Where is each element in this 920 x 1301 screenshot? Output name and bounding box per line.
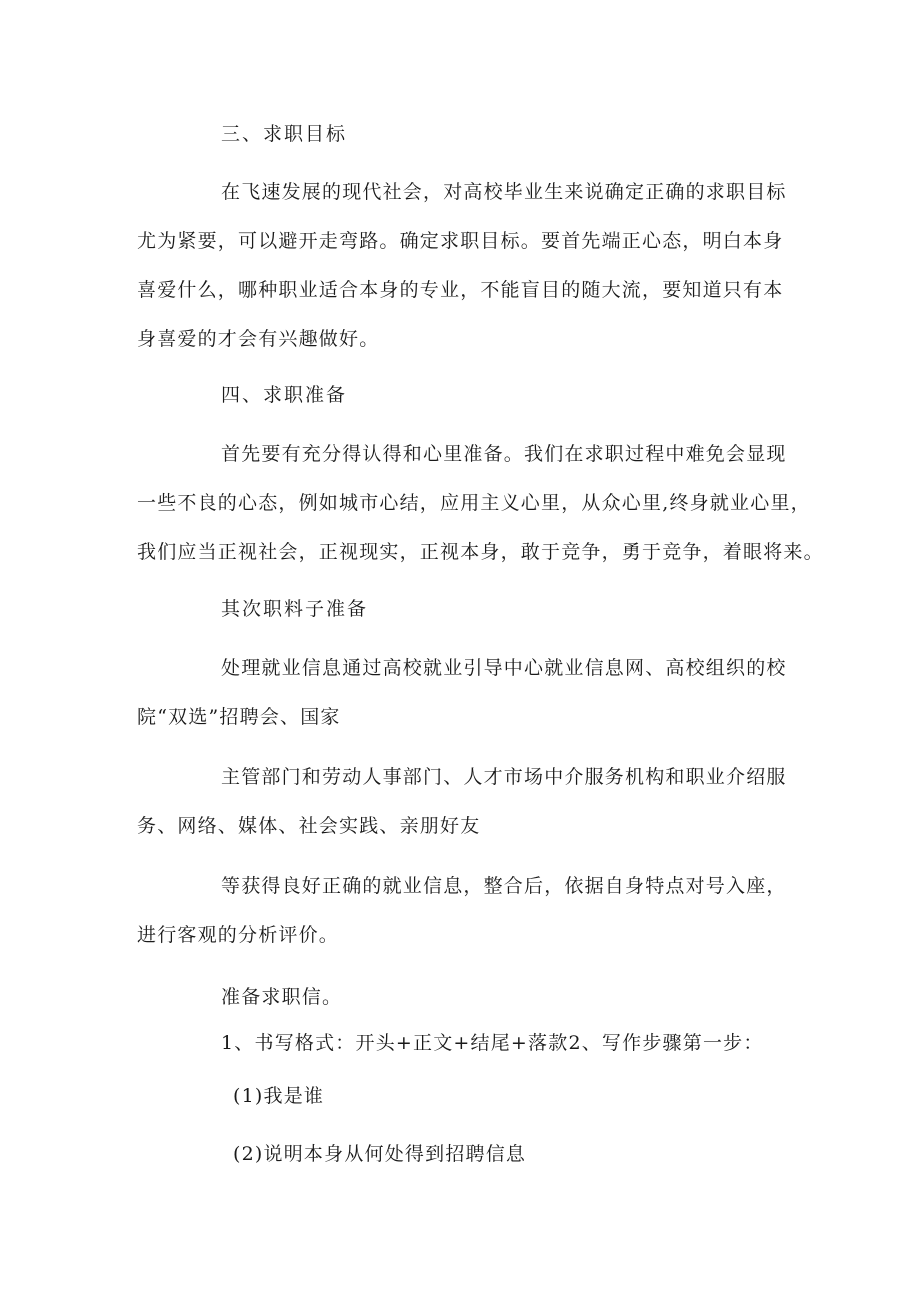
paragraph-line: 我们应当正视社会，正视现实，正视本身，敢于竞争，勇于竞争，着眼将来。 bbox=[137, 541, 824, 563]
paragraph-line: 处理就业信息通过高校就业引导中心就业信息网、高校组织的校 bbox=[221, 657, 787, 679]
paragraph-line: 喜爱什么，哪种职业适合本身的专业，不能盲目的随大流，要知道只有本 bbox=[137, 279, 784, 301]
section-heading-job-preparation: 四、求职准备 bbox=[221, 384, 348, 406]
paragraph-line: 身喜爱的才会有兴趣做好。 bbox=[137, 328, 380, 350]
paragraph-line: 尤为紧要，可以避开走弯路。确定求职目标。要首先端正心态，明白本身 bbox=[137, 230, 784, 252]
paragraph-line: 在飞速发展的现代社会，对高校毕业生来说确定正确的求职目标 bbox=[221, 181, 787, 203]
paragraph-line: 首先要有充分得认得和心里准备。我们在求职过程中难免会显现 bbox=[221, 443, 787, 465]
paragraph-line: 一些不良的心态，例如城市心结，应用主义心里，从众心里,终身就业心里， bbox=[137, 492, 811, 514]
section-heading-job-target: 三、求职目标 bbox=[221, 123, 348, 145]
paragraph-line: 主管部门和劳动人事部门、人才市场中介服务机构和职业介绍服 bbox=[221, 766, 787, 788]
paragraph-line: 等获得良好正确的就业信息，整合后，依据自身特点对号入座， bbox=[221, 875, 787, 897]
list-item: 1、书写格式：开头+正文+结尾+落款2、写作步骤第一步： bbox=[221, 1032, 764, 1054]
paragraph-line: 务、网络、媒体、社会实践、亲朋好友 bbox=[137, 815, 481, 837]
section-heading-cover-letter: 准备求职信。 bbox=[221, 986, 343, 1008]
list-item: (2)说明本身从何处得到招聘信息 bbox=[233, 1143, 527, 1165]
paragraph-line: 院“双选”招聘会、国家 bbox=[137, 706, 341, 728]
paragraph-line: 进行客观的分析评价。 bbox=[137, 924, 340, 946]
section-heading-materials: 其次职料子准备 bbox=[221, 598, 369, 620]
list-item: (1)我是谁 bbox=[233, 1085, 325, 1107]
